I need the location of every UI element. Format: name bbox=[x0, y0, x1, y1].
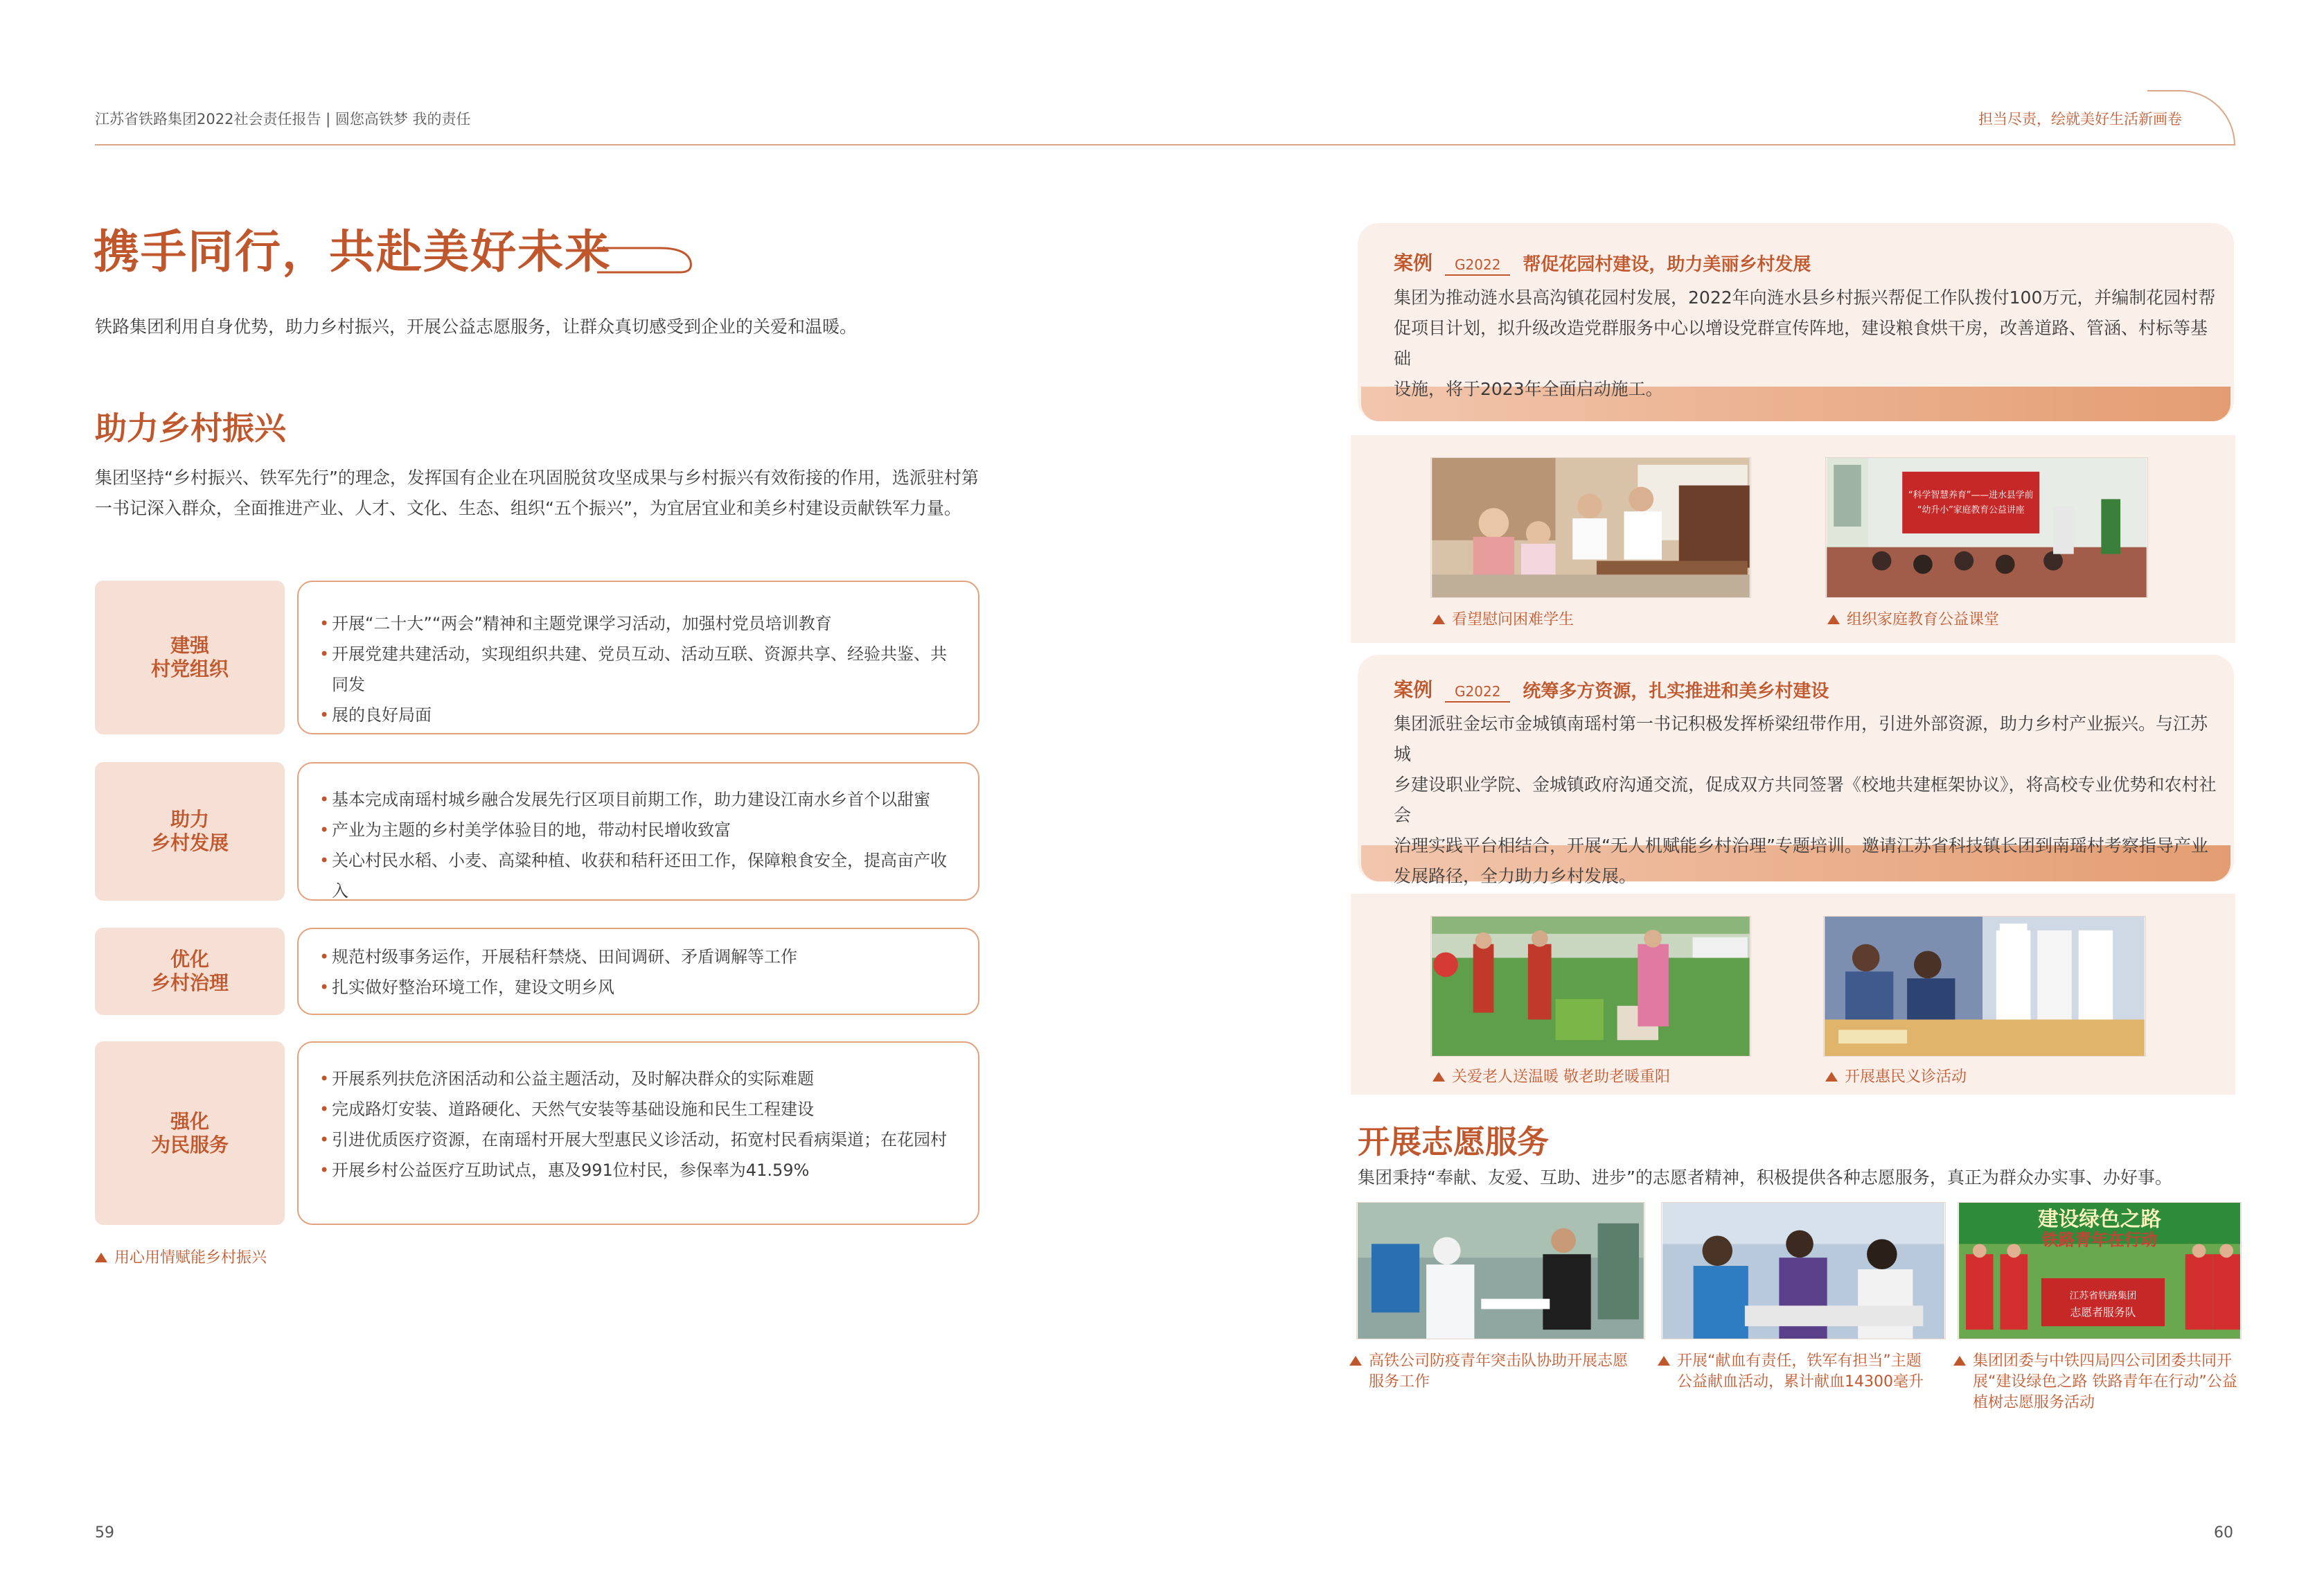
svg-text:“幼升小”家庭教育公益讲座: “幼升小”家庭教育公益讲座 bbox=[1917, 505, 2025, 516]
page-title: 携手同行，共赴美好未来 bbox=[94, 225, 612, 279]
photo-family-education-class bbox=[1825, 457, 2148, 598]
case-header bbox=[1394, 675, 1829, 703]
triangle-icon bbox=[1827, 615, 1840, 624]
case-body: 集团为推动涟水县高沟镇花园村发展，2022年向涟水县乡村振兴帮促工作队拨付100万元，并编制花园村帮 促项目计划，拟升级改造党群服务中心以增设党群宣传阵地，建设粮食烘干房，改善道路、管涵、村标等基础 设施，将于2023年全面启动施工。 bbox=[1394, 288, 2216, 399]
page-number-left: 59 bbox=[95, 1524, 114, 1542]
triangle-icon bbox=[1658, 1356, 1670, 1366]
list-item-continuation: • 开展乡村公益医疗互助试点，惠及991位村民，参保率为41.59% bbox=[319, 1155, 959, 1185]
photo-caption: 高铁公司防疫青年突击队协助开展志愿 服务工作 bbox=[1349, 1351, 1640, 1393]
label-party-organization: 建强 村党组织 bbox=[95, 581, 285, 734]
label-rural-governance: 优化 乡村治理 bbox=[95, 928, 285, 1015]
case-body: 集团派驻金坛市金城镇南瑶村第一书记积极发挥桥梁纽带作用，引进外部资源，助力乡村产业振兴。与江苏城 乡建设职业学院、金城镇政府沟通交流，促成双方共同签署《校地共建框架协议》，将高校专业优势和农村社会 治理实践平台相结合，开展“无人机赋能乡村治理”专题培训。邀请江苏省科技镇长团到南瑶村考察指导产业 发展路径，全力助力乡村发展。 bbox=[1394, 714, 2217, 886]
triangle-icon bbox=[1349, 1356, 1362, 1366]
content-rural-governance bbox=[297, 928, 979, 1015]
svg-text:“科学智慧养育”——进水县学前: “科学智慧养育”——进水县学前 bbox=[1908, 490, 2034, 501]
triangle-icon bbox=[1432, 615, 1445, 624]
content-rural-development bbox=[297, 762, 979, 901]
list-item: • 开展“二十大”“两会”精神和主题党课学习活动，加强村党员培训教育 bbox=[319, 608, 959, 639]
content-party-organization bbox=[297, 581, 979, 734]
photo-blood-donation bbox=[1661, 1202, 1946, 1339]
photo-visiting-students bbox=[1430, 457, 1751, 598]
label-rural-development: 助力 乡村发展 bbox=[95, 762, 285, 901]
list-item-continuation: • 产业为主题的乡村美学体验目的地，带动村民增收致富 bbox=[319, 815, 959, 845]
case-code: G2022 bbox=[1445, 256, 1510, 276]
case-tag: 案例 bbox=[1394, 678, 1433, 701]
title-swoosh-decoration bbox=[597, 241, 694, 283]
photo-caption: 开展惠民义诊活动 bbox=[1825, 1067, 1967, 1088]
case-title: 统筹多方资源，扎实推进和美乡村建设 bbox=[1523, 681, 1829, 702]
photo-elderly-care bbox=[1430, 916, 1751, 1057]
report-title-header: 江苏省铁路集团2022社会责任报告 | 圆您高铁梦 我的责任 bbox=[95, 111, 471, 127]
photo-tree-planting bbox=[1958, 1202, 2242, 1339]
label-public-service: 强化 为民服务 bbox=[95, 1041, 285, 1225]
photo-epidemic-volunteers bbox=[1356, 1202, 1645, 1339]
triangle-icon bbox=[1825, 1072, 1838, 1082]
section-title-volunteer: 开展志愿服务 bbox=[1358, 1123, 1549, 1161]
photo-caption: 集团团委与中铁四局四公司团委共同开 展“建设绿色之路 铁路青年在行动”公益 植树志愿服务活动 bbox=[1953, 1351, 2244, 1413]
volunteer-paragraph: 集团秉持“奉献、友爱、互助、进步”的志愿者精神，积极提供各种志愿服务，真正为群众办实事、办好事。 bbox=[1358, 1167, 2172, 1188]
case-title: 帮促花园村建设，助力美丽乡村发展 bbox=[1523, 254, 1811, 275]
photo-medical-clinic bbox=[1823, 916, 2146, 1057]
list-item: • 基本完成南瑶村城乡融合发展先行区项目前期工作，助力建设江南水乡首个以甜蜜 bbox=[319, 784, 959, 815]
page-intro: 铁路集团利用自身优势，助力乡村振兴，开展公益志愿服务，让群众真切感受到企业的关爱和温暖。 bbox=[95, 317, 858, 337]
triangle-icon bbox=[95, 1253, 107, 1262]
list-item: • 开展党建共建活动，实现组织共建、党员互动、活动互联、资源共享、经验共鉴、共同发 bbox=[319, 639, 959, 700]
figure-caption-rural: 用心用情赋能乡村振兴 bbox=[95, 1248, 267, 1269]
list-item: • 扎实做好整治环境工作，建设文明乡风 bbox=[319, 972, 959, 1003]
triangle-icon bbox=[1432, 1072, 1445, 1082]
list-item: • 规范村级事务运作，开展秸秆禁烧、田间调研、矛盾调解等工作 bbox=[319, 942, 959, 972]
content-public-service bbox=[297, 1041, 979, 1225]
list-item: • 完成路灯安装、道路硬化、天然气安装等基础设施和民生工程建设 bbox=[319, 1094, 959, 1124]
svg-text:江苏省铁路集团: 江苏省铁路集团 bbox=[2069, 1290, 2137, 1302]
header-curve-decoration bbox=[2147, 90, 2235, 145]
page-number-right: 60 bbox=[2214, 1524, 2233, 1542]
list-item: • 开展系列扶危济困活动和公益主题活动，及时解决群众的实际难题 bbox=[319, 1064, 959, 1094]
list-item: • 引进优质医疗资源，在南瑶村开展大型惠民义诊活动，拓宽村民看病渠道；在花园村 bbox=[319, 1124, 959, 1155]
section-slogan-header: 担当尽责，绘就美好生活新画卷 bbox=[1978, 111, 2182, 127]
case-header bbox=[1394, 248, 1811, 276]
svg-text:建设绿色之路: 建设绿色之路 bbox=[2037, 1207, 2162, 1232]
photo-caption: 看望慰问困难学生 bbox=[1432, 610, 1574, 630]
header-divider bbox=[95, 144, 2235, 145]
list-item: • 关心村民水稻、小麦、高粱种植、收获和秸秆还田工作，保障粮食安全，提高亩产收入 bbox=[319, 845, 959, 906]
svg-text:铁路青年在行动: 铁路青年在行动 bbox=[2041, 1230, 2158, 1250]
svg-text:志愿者服务队: 志愿者服务队 bbox=[2070, 1305, 2136, 1319]
photo-caption: 开展“献血有责任，铁军有担当”主题 公益献血活动，累计献血14300毫升 bbox=[1658, 1351, 1949, 1393]
triangle-icon bbox=[1953, 1356, 1966, 1366]
rural-paragraph: 集团坚持“乡村振兴、铁军先行”的理念，发挥国有企业在巩固脱贫攻坚成果与乡村振兴有效衔接的作用，选派驻村第 一书记深入群众，全面推进产业、人才、文化、生态、组织“五个振兴”，为宜居宜业和美乡村建设贡献铁军力量。 bbox=[95, 468, 979, 518]
section-title-rural: 助力乡村振兴 bbox=[95, 409, 286, 447]
photo-caption: 组织家庭教育公益课堂 bbox=[1827, 610, 1999, 630]
list-item-continuation: • 展的良好局面 bbox=[319, 700, 959, 730]
case-code: G2022 bbox=[1445, 683, 1510, 703]
case-tag: 案例 bbox=[1394, 252, 1433, 274]
photo-caption: 关爱老人送温暖 敬老助老暖重阳 bbox=[1432, 1067, 1670, 1088]
